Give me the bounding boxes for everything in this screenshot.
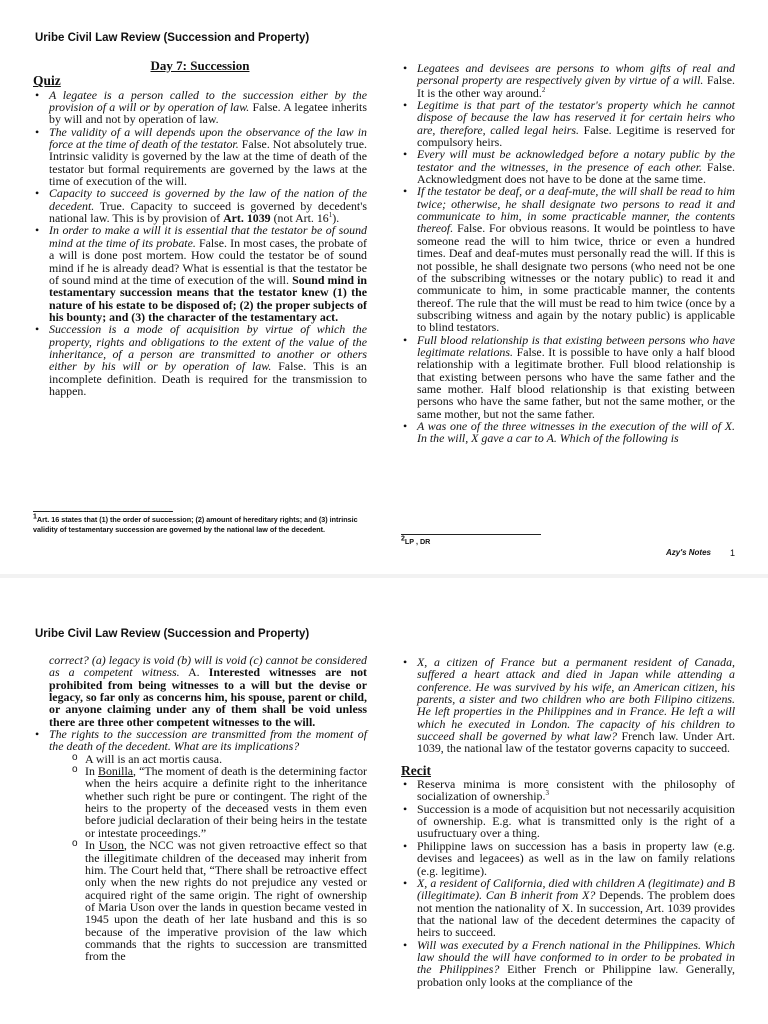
quiz-list-right [401, 656, 735, 755]
left-column [33, 60, 367, 397]
quiz-item: • The rights to the succession are transmitted from the moment of the death of the decedent. What are its implications? o A will is an act mortis causa. o In Bonilla, “The moment of death is the determining factor when the heirs acquire a definite right to the inheritance whether such right be pure or contingent. The right of the heirs to the property of the deceased vests in them even before judicial declaration of their being heirs in the testate or intestate proceedings.” o In Uson, the NCC was not given retroactive effect so that the illegitimate children of the deceased may inherit from him. The Court held that, “There shall be retroactive effect only when the new rights do not prejudice any vested or acquired right of the same origin. The right of ownership of Maria Uson over the lands in question became vested in 1945 upon the death of her late husband and this is so because of the imperative provision of the law which commands that the rights to succession are transmitted from the [33, 728, 367, 963]
quiz-item: • Legatees and devisees are persons to whom gifts of real and personal property are respectively given by virtue of a will. False. It is the other way around.$^2$ [401, 62, 735, 99]
right-column [401, 62, 735, 445]
page-header: Uribe Civil Law Review (Succession and Property) [35, 32, 310, 44]
recit-item: • Philippine laws on succession has a basis in property law (e.g. devises and legacees) as well as in the law on family relations (e.g. legitime). [401, 840, 735, 877]
page-number: 1 [729, 548, 735, 558]
day-title: Day 7: Succession [150, 58, 250, 73]
quiz-item: • If the testator be deaf, or a deaf-mute, the will shall be read to him twice; otherwise, he shall designate two persons to read it and communicate to him, in some practicable manner, the contents thereof. False. For obvious reasons. It would be pointless to have someone read the will to him twice, thrice or even a hundred times. Deaf and deaf-mutes must personally read the will. If this is not possible, he shall designate two persons (who need not be one of the subscribing witnesses or the notary public) to read it and communicate to him, in some practicable manner, the contents thereof. The rule that the will must be read to him twice (once by a subscribing witness and again by the notary public) is applicable to blind testators. [401, 185, 735, 333]
recit-item: • X, a resident of California, died with children A (legitimate) and B (illegitimate). Can B inherit from X? Depends. The problem does not mention the nationality of X. In succession, Art. 1039 provides that the national law of the decedent determines the capacity of heirs to succeed. [401, 877, 735, 939]
right-column [401, 656, 735, 988]
footnote-divider [401, 534, 541, 535]
quiz-item: • Succession is a mode of acquisition by virtue of which the property, rights and obligations to the extent of the value of the inheritance, of a person are transmitted to another or others either by his will or by operation of law. False. This is an incomplete definition. Death is required for the transmission to happen. [33, 323, 367, 397]
footnote-1: $^1$Art. 16 states that (1) the order of succession; (2) amount of hereditary rights; and (3) intrinsic validity of testamentary succession are governed by the national law of the decedent. [33, 513, 358, 534]
footnote-ref: 3 [545, 789, 549, 798]
recit-heading: Recit [401, 762, 431, 778]
continued-item: correct? (a) legacy is void (b) will is void (c) cannot be considered as a competent witness. A. Interested witnesses are not prohibited from being witnesses to a will but the devise or legacy, so far only as concerns him, his spouse, parent or child, or anyone claiming under any of them shall be void unless there are three other competent witnesses to the will. [49, 653, 367, 729]
page-header: Uribe Civil Law Review (Succession and Property) [35, 628, 310, 640]
quiz-list-left [33, 89, 367, 398]
left-column [33, 654, 367, 963]
quiz-item: • Every will must be acknowledged before a notary public by the testator and the witnesses, in the presence of each other. False. Acknowledgment does not have to be done at the same time. [401, 148, 735, 185]
footnote-ref: 1 [328, 211, 333, 220]
quiz-item: • In order to make a will it is essential that the testator be of sound mind at the time of its probate. False. In most cases, the probate of a will is done post mortem. How could the testator be of sound mind if he is already dead? What is essential is that the testator be of sound mind at the time of execution of the will. Sound mind in testamentary succession means that the testator knew (1) the nature of his estate to be disposed of; (2) the proper subjects of his bounty; and (3) the character of the testamentary act. [33, 224, 367, 323]
quiz-list-right [401, 62, 735, 445]
footer-label: Azy's Notes [665, 548, 711, 557]
sub-item: o In Uson, the NCC was not given retroactive effect so that the illegitimate children of the deceased may inherit from him. The Court held that, “There shall be retroactive effect only when the new rights do not prejudice any vested or acquired right of the same origin. The right of ownership of Maria Uson over the lands in question became vested in 1945 upon the death of her late husband and this is so because of the imperative provision of the law which commands that the rights to succession are transmitted from the [71, 839, 367, 962]
recit-item: • Reserva minima is more consistent with the philosophy of socialization of ownership.$^3$ [401, 778, 735, 803]
sub-item: o In Bonilla, “The moment of death is the determining factor when the heirs acquire a definite right to the inheritance whether such right be pure or contingent. The right of the heirs to the property of the deceased vests in them even before judicial declaration of their being heirs in the testate or intestate proceedings.” [71, 765, 367, 839]
sub-item: o A will is an act mortis causa. [71, 753, 367, 765]
quiz-item: • A legatee is a person called to the succession either by the provision of a will or by operation of law. False. A legatee inherits by will and not by operation of law. [33, 89, 367, 126]
recit-item: • Succession is a mode of acquisition but not necessarily acquisition of ownership. E.g. what is transmitted only is the right of a usufructuary over a thing. [401, 803, 735, 840]
footnote-2: $^2$LP , DR [401, 535, 431, 546]
quiz-heading: Quiz [33, 73, 61, 89]
case-name: Bonilla [98, 764, 134, 779]
recit-list [401, 778, 735, 988]
footnote-ref: 2 [541, 85, 546, 94]
quiz-item: • Full blood relationship is that existing between persons who have legitimate relations. False. It is possible to have only a half blood relationship with a legitimate brother. Full blood relationship is that existing between persons who have the same father and the same mother. Half blood relationship is that existing between persons who have the same father, but not the same mother, or the same mother, but not the same father. [401, 334, 735, 420]
footnote-divider [33, 511, 173, 512]
document-page-2 [0, 578, 768, 1024]
quiz-list-left [33, 728, 367, 963]
quiz-item: • Capacity to succeed is governed by the law of the nation of the decedent. True. Capacity to succeed is governed by decedent's national law. This is by provision of Art. 1039 (not Art. $16^1$). [33, 187, 367, 224]
quiz-item: • X, a citizen of France but a permanent resident of Canada, suffered a heart attack and died in Japan while attending a conference. He was survived by his wife, an American citizen, his parents, a sister and two children who are both Filipino citizens. He left properties in the Philippines and in France. He left a will which he executed in London. The capacity of his children to succeed shall be governed by what law? French law. Under Art. 1039, the national law of the testator governs capacity to succeed. [401, 656, 735, 755]
case-name: Uson [98, 838, 124, 853]
quiz-item: • A was one of the three witnesses in the execution of the will of X. In the will, X gave a car to A. Which of the following is [401, 420, 735, 445]
sub-list [49, 753, 367, 963]
quiz-item: • The validity of a will depends upon the observance of the law in force at the time of death of the testator. False. Not absolutely true. Intrinsic validity is governed by the law at the time of death of the testator but formal requirements are governed by the laws at the time of execution of the will. [33, 126, 367, 188]
quiz-item: • Legitime is that part of the testator's property which he cannot dispose of because the law has reserved it for certain heirs who are, therefore, called legal heirs. False. Legitime is reserved for compulsory heirs. [401, 99, 735, 148]
recit-item: • Will was executed by a French national in the Philippines. Which law should the will have conformed to in order to be probated in the Philippines? Either French or Philippine law. Generally, probation only looks at the compliance of the [401, 939, 735, 988]
